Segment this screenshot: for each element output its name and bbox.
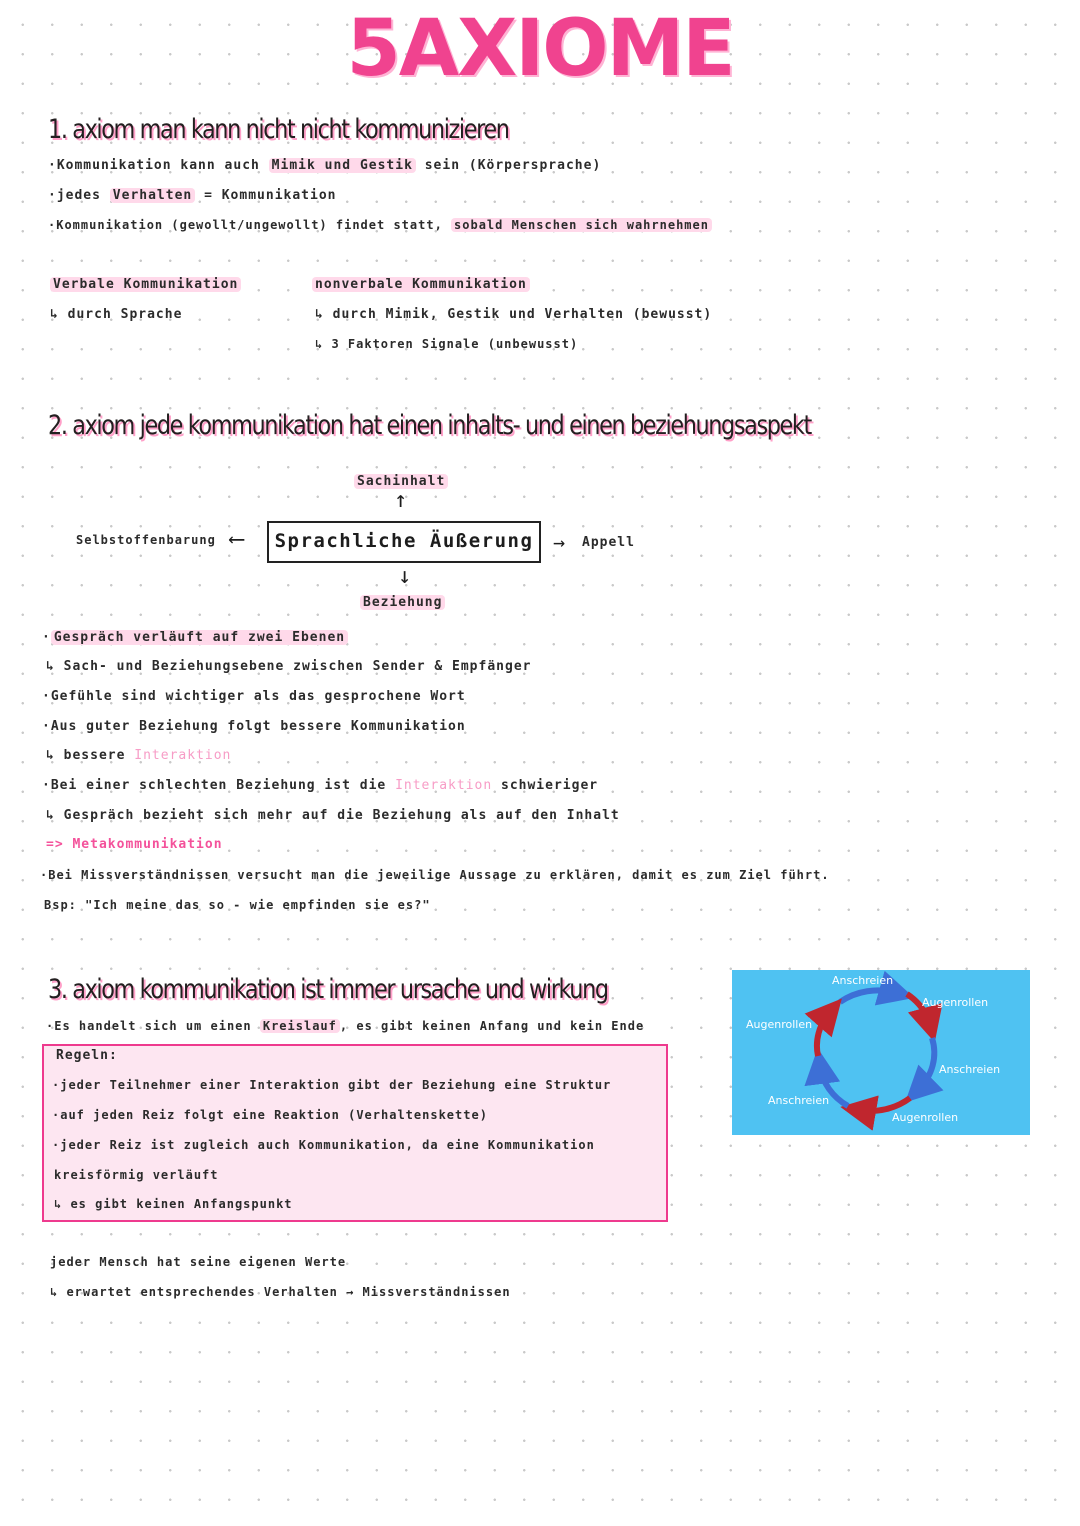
rule-2: ·auf jeden Reiz folgt eine Reaktion (Verhaltenskette)	[52, 1108, 488, 1122]
arrow-left-icon: ⟵	[230, 527, 244, 552]
nonverbal-heading: nonverbale Kommunikation	[312, 277, 530, 292]
cycle-arrow-4	[858, 1098, 910, 1111]
arrow-right-icon: →	[553, 530, 566, 554]
nonverbal-sub-2: ↳ 3 Faktoren Signale (unbewusst)	[315, 337, 579, 351]
axiom2-line-5: ↳ bessere Interaktion	[46, 748, 232, 763]
axiom1-line-1: ·Kommunikation kann auch Mimik und Gestik sein (Körpersprache)	[48, 158, 602, 173]
diagram-bottom-label: Beziehung	[360, 595, 445, 610]
axiom3-heading: 3. axiom kommunikation ist immer ursache und wirkung	[48, 974, 608, 1005]
cycle-label-top-right: Augenrollen	[922, 996, 989, 1009]
diagram-right-label: Appell	[582, 535, 635, 550]
axiom2-line-1: · Gespräch verläuft auf zwei Ebenen	[42, 630, 348, 645]
footer-line-2: ↳ erwartet entsprechendes Verhalten → Missverständnissen	[50, 1285, 511, 1299]
axiom1-line-2: ·jedes Verhalten = Kommunikation	[48, 188, 337, 203]
rules-label: Regeln:	[56, 1048, 118, 1063]
axiom2-heading: 2. axiom jede kommunikation hat einen inhalts- und einen beziehungsaspekt	[48, 410, 811, 441]
axiom1-line-3: ·Kommunikation (gewollt/ungewollt) findet statt, sobald Menschen sich wahrnehmen	[48, 218, 712, 232]
axiom2-line-3: ·Gefühle sind wichtiger als das gesprochene Wort	[42, 689, 466, 704]
axiom1-heading: 1. axiom man kann nicht nicht kommunizieren	[48, 114, 509, 145]
nonverbal-sub-1: ↳ durch Mimik, Gestik und Verhalten (bewusst)	[315, 307, 713, 322]
rule-3-cont: kreisförmig verläuft	[54, 1168, 219, 1182]
axiom2-line-2: ↳ Sach- und Beziehungsebene zwischen Sender & Empfänger	[46, 659, 532, 674]
axiom2-line-8: ·Bei Missverständnissen versucht man die jeweilige Aussage zu erklären, damit es zum Ziel führt.	[40, 868, 830, 882]
verbal-heading: Verbale Kommunikation	[50, 277, 241, 292]
verbal-sub: ↳ durch Sprache	[50, 307, 183, 322]
cycle-arrow-3	[918, 1038, 934, 1090]
cycle-diagram	[732, 970, 1030, 1135]
rule-3: ·jeder Reiz ist zugleich auch Kommunikation, da eine Kommunikation	[52, 1138, 595, 1152]
cycle-arrows	[732, 970, 1030, 1135]
arrow-down-icon: ↓	[398, 564, 412, 589]
axiom2-example: Bsp: "Ich meine das so - wie empfinden sie es?"	[44, 898, 431, 912]
cycle-label-bottom-left: Anschreien	[768, 1094, 830, 1107]
cycle-arrow-1	[840, 990, 897, 1002]
cycle-label-left: Augenrollen	[746, 1018, 813, 1031]
cycle-label-right: Anschreien	[939, 1063, 1001, 1076]
diagram-top-label: Sachinhalt	[354, 474, 448, 489]
cycle-arrow-6	[817, 1012, 830, 1056]
cycle-label-bottom-right: Augenrollen	[892, 1111, 959, 1124]
footer-line-1: jeder Mensch hat seine eigenen Werte	[50, 1255, 347, 1269]
diagram-center-box: Sprachliche Äußerung	[267, 521, 541, 563]
rules-box	[42, 1044, 668, 1222]
diagram-left-label: Selbstoffenbarung	[76, 533, 216, 547]
page-title: 5AXIOME	[346, 4, 734, 94]
axiom2-line-4: ·Aus guter Beziehung folgt bessere Kommunikation	[42, 719, 466, 734]
axiom2-line-6: ·Bei einer schlechten Beziehung ist die Interaktion schwieriger	[42, 778, 599, 793]
axiom3-intro: ·Es handelt sich um einen Kreislauf , es gibt keinen Anfang und kein Ende	[46, 1019, 645, 1033]
rule-1: ·jeder Teilnehmer einer Interaktion gibt der Beziehung eine Struktur	[52, 1078, 612, 1092]
metakommunikation: => Metakommunikation	[46, 837, 223, 852]
arrow-up-icon: ↑	[394, 488, 408, 513]
cycle-label-top: Anschreien	[832, 974, 894, 987]
rule-4: ↳ es gibt keinen Anfangspunkt	[54, 1197, 293, 1211]
axiom2-line-7: ↳ Gespräch bezieht sich mehr auf die Beziehung als auf den Inhalt	[46, 808, 620, 823]
